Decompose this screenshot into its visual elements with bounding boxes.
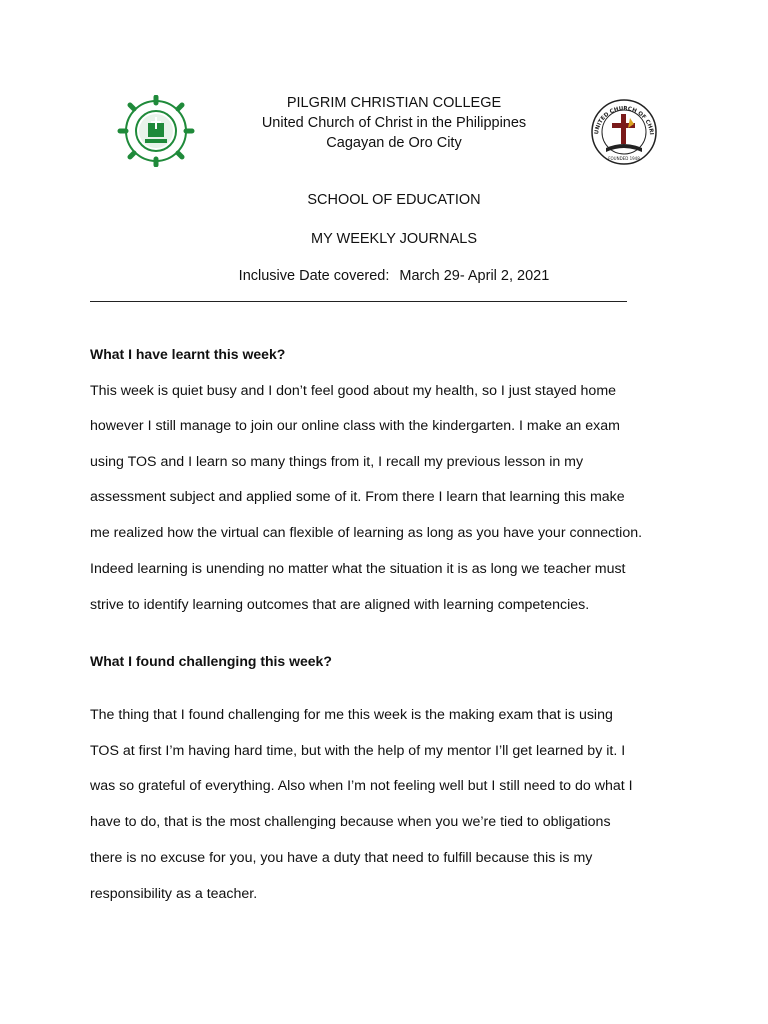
paragraph-line: however I still manage to join our online class with the kindergarten. I make an exam [90,418,620,434]
paragraph-line: was so grateful of everything. Also when I’m not feeling well but I still need to do what I [90,778,633,794]
divider-line [90,301,627,302]
city-name: Cagayan de Oro City [326,135,462,151]
date-covered [184,266,604,286]
date-value: March 29- April 2, 2021 [399,268,550,284]
date-label: Inclusive Date covered: [238,268,390,284]
seal-text: UNITED CHURCH OF CHRI [593,105,654,136]
paragraph-line: This week is quiet busy and I don’t feel good about my health, so I just stayed home [90,383,617,399]
church-name: United Church of Christ in the Philippines [261,115,527,131]
paragraph-line: have to do, that is the most challenging because when you we’re tied to obligations [90,814,611,830]
section-heading-challenging: What I found challenging this week? [90,653,332,669]
paragraph-line: me realized how the virtual can flexible of learning as long as you have your connection. [90,525,643,541]
paragraph-line: strive to identify learning outcomes that are aligned with learning competencies. [90,597,590,613]
school-name: SCHOOL OF EDUCATION [307,192,481,208]
paragraph-line: The thing that I found challenging for me this week is the making exam that is using [90,707,613,723]
seal-founded-text: FOUNDED 1948 [608,156,640,161]
paragraph-line: assessment subject and applied some of it. From there I learn that learning this make [90,489,625,505]
paragraph-line: TOS at first I’m having hard time, but with the help of my mentor I’ll get learned by it. I [90,743,626,759]
paragraph-line: there is no excuse for you, you have a duty that need to fulfill because this is my [90,850,593,866]
section-heading-learnt: What I have learnt this week? [90,346,286,362]
college-name: PILGRIM CHRISTIAN COLLEGE [286,95,502,111]
paragraph-line: responsibility as a teacher. [90,886,258,902]
paragraph-line: Indeed learning is unending no matter what the situation it is as long we teacher must [90,561,626,577]
paragraph-line: using TOS and I learn so many things from it, I recall my previous lesson in my [90,454,584,470]
journal-title: MY WEEKLY JOURNALS [311,231,477,247]
